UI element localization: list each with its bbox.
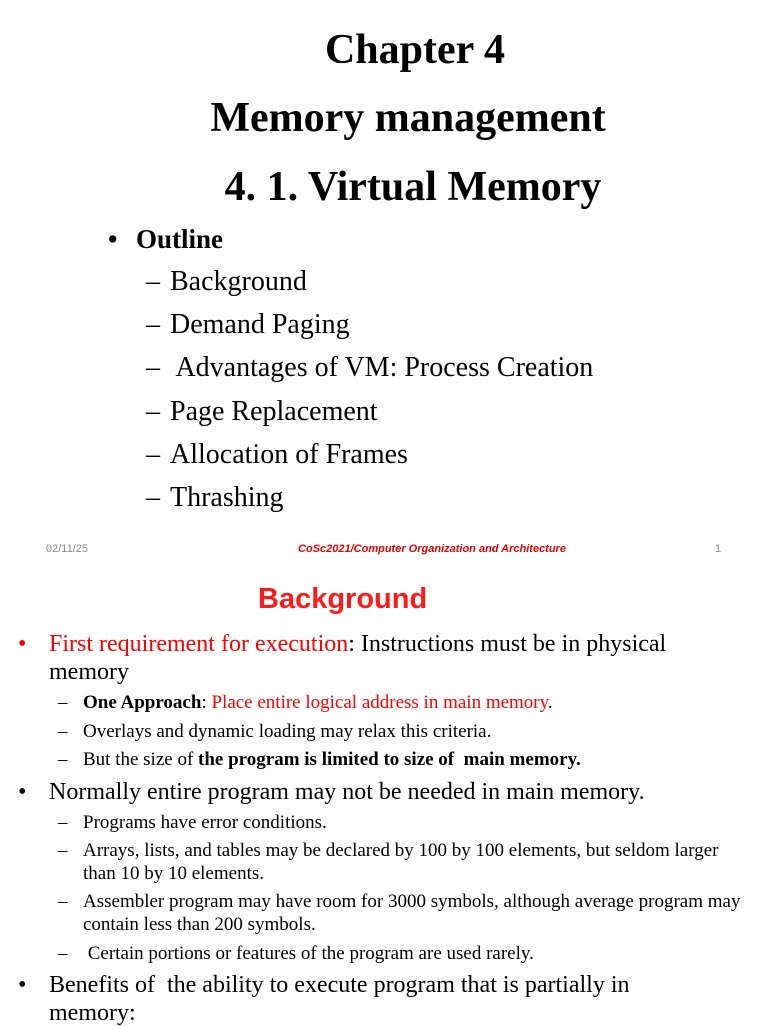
dash-icon: –	[146, 439, 160, 470]
dash-icon: –	[146, 396, 160, 427]
bullet-icon: •	[18, 779, 27, 805]
background-title: Background	[258, 583, 428, 615]
dash-icon: –	[146, 482, 160, 513]
bullet-icon: •	[18, 972, 27, 998]
chapter-title: Chapter 4	[324, 27, 506, 73]
outline-item: – Thrashing	[146, 482, 284, 513]
dash-icon: –	[58, 812, 68, 833]
dash-icon: –	[58, 943, 68, 964]
memory-management-title: Memory management	[210, 95, 606, 141]
footer-course: CoSc2021/Computer Organization and Architecture	[298, 543, 566, 555]
requirement-lead: First requirement for execution	[49, 631, 349, 657]
footer-date: 02/11/25	[46, 543, 89, 555]
outline-item: – Page Replacement	[146, 396, 378, 427]
outline-heading	[108, 222, 223, 256]
outline-item: – Advantages of VM: Process Creation	[146, 352, 594, 383]
requirement-rest: : Instructions must be in physical memory	[49, 631, 667, 685]
dash-icon: –	[58, 692, 68, 713]
outline-item: – Demand Paging	[146, 309, 350, 340]
outline-item: – Allocation of Frames	[146, 439, 408, 470]
dash-icon: –	[146, 352, 160, 383]
dash-icon: –	[146, 309, 160, 340]
footer-page-number: 1	[715, 543, 722, 555]
outline-item: – Background	[146, 266, 307, 297]
bullet-icon: •	[18, 631, 27, 657]
dash-icon: –	[58, 891, 68, 912]
dash-icon: –	[58, 840, 68, 861]
dash-icon: –	[58, 721, 68, 742]
dash-icon: –	[58, 749, 68, 770]
virtual-memory-title: 4. 1. Virtual Memory	[224, 164, 602, 210]
dash-icon: –	[146, 266, 160, 297]
bullet-icon: •	[108, 224, 118, 254]
outline-label: Outline	[136, 224, 224, 254]
